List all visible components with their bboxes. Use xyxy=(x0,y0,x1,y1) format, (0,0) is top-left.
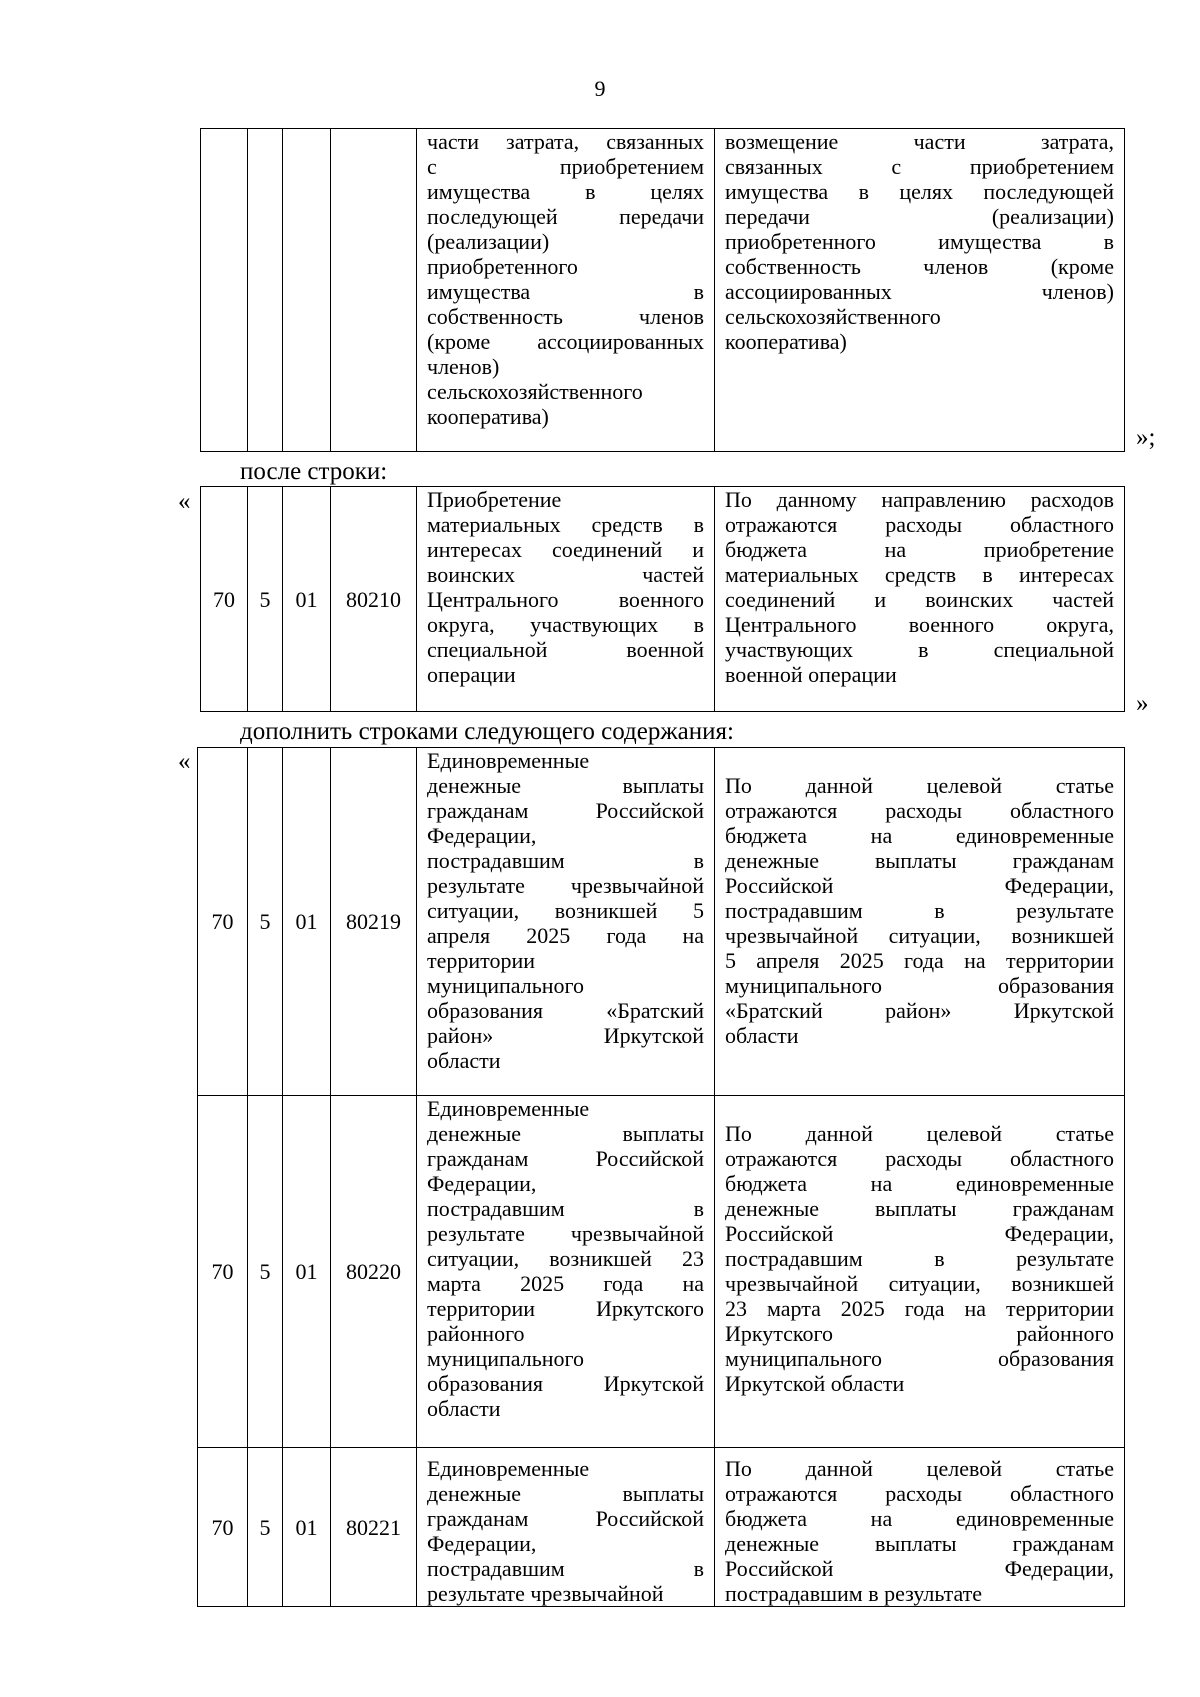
cell-text-line: собственность членов xyxy=(427,304,704,329)
cell-text-line: Приобретение xyxy=(427,487,562,512)
cell-text-line: 5 апреля 2025 года на территории xyxy=(725,948,1114,973)
opening-quote: « xyxy=(178,488,191,515)
cell-text-line: части затрата, связанных xyxy=(427,129,704,154)
cell-text-line: образования Иркутской xyxy=(427,1371,704,1396)
cell-text-line: результате чрезвычайной xyxy=(427,1581,664,1606)
cell-text-line: возмещение части затрата, xyxy=(725,129,1114,154)
cell-text-line: денежные выплаты гражданам xyxy=(725,848,1114,873)
closing-quote: »; xyxy=(1136,424,1156,451)
cell-text-line: Иркутской области xyxy=(725,1371,905,1396)
cell-text-line: с приобретением xyxy=(427,154,704,179)
cell-text-line: (реализации) xyxy=(427,229,550,254)
cell-text-line: муниципального xyxy=(427,1346,585,1371)
cell-text-line: результате чрезвычайной xyxy=(427,1221,704,1246)
cell-text-line: гражданам Российской xyxy=(427,1146,704,1171)
code-event: 01 xyxy=(283,748,331,1096)
cell-text-line: муниципального образования xyxy=(725,973,1114,998)
cell-text-line: Федерации, xyxy=(427,823,537,848)
cell-text-line: образования «Братский xyxy=(427,998,704,1023)
cell-text-line: отражаются расходы областного xyxy=(725,512,1114,537)
cell-text-line: приобретенного имущества в xyxy=(725,229,1114,254)
code-direction: 80219 xyxy=(331,748,417,1096)
cell-text-line: район» Иркутской xyxy=(427,1023,704,1048)
cell-text-line: «Братский район» Иркутской xyxy=(725,998,1114,1023)
code-program: 70 xyxy=(198,1096,248,1448)
cell-text-line: бюджета на единовременные xyxy=(725,823,1114,848)
reference-row-table xyxy=(200,486,1125,712)
code-program: 70 xyxy=(201,487,248,712)
cell-text-line: материальных средств в xyxy=(427,512,704,537)
item-name-cell xyxy=(417,487,715,712)
cell-text-line: Единовременные xyxy=(427,1096,590,1121)
cell-text-line: имущества в xyxy=(427,279,704,304)
table-row xyxy=(198,748,1125,1096)
code-subprogram: 5 xyxy=(248,1096,283,1448)
table-row xyxy=(198,1096,1125,1448)
cell-text-line: пострадавшим в результате xyxy=(725,1246,1114,1271)
cell-text-line: последующей передачи xyxy=(427,204,704,229)
table-row xyxy=(201,487,1125,712)
after-row-label: после строки: xyxy=(240,458,388,485)
code-subprogram xyxy=(248,129,283,452)
item-name-cell xyxy=(417,1448,715,1607)
cell-text-line: области xyxy=(427,1396,501,1421)
cell-text-line: районного xyxy=(427,1321,525,1346)
cell-text-line: денежные выплаты гражданам xyxy=(725,1196,1114,1221)
item-description-cell xyxy=(715,1448,1125,1607)
code-event: 01 xyxy=(283,1096,331,1448)
code-subprogram: 5 xyxy=(248,748,283,1096)
opening-quote: « xyxy=(178,748,191,775)
cell-text-line: пострадавшим в xyxy=(427,848,704,873)
new-rows-table xyxy=(197,747,1125,1607)
table-row xyxy=(198,1448,1125,1607)
item-name-cell xyxy=(417,129,715,452)
cell-text-line: (кроме ассоциированных xyxy=(427,329,704,354)
code-direction xyxy=(331,129,417,452)
code-program xyxy=(201,129,248,452)
cell-text-line: муниципального xyxy=(427,973,585,998)
cell-text-line: Единовременные xyxy=(427,748,590,773)
item-name-cell xyxy=(417,1096,715,1448)
cell-text-line: пострадавшим в xyxy=(427,1556,704,1581)
cell-text-line: бюджета на приобретение xyxy=(725,537,1114,562)
cell-text-line: территории xyxy=(427,948,536,973)
cell-text-line: связанных с приобретением xyxy=(725,154,1114,179)
item-description-cell xyxy=(715,129,1125,452)
cell-text-line: марта 2025 года на xyxy=(427,1271,704,1296)
cell-text-line: ситуации, возникшей 5 xyxy=(427,898,704,923)
cell-text-line: области xyxy=(427,1048,501,1073)
cell-text-line: сельскохозяйственного xyxy=(725,304,941,329)
cell-text-line: кооператива) xyxy=(427,404,549,429)
cell-text-line: области xyxy=(725,1023,799,1048)
table-row xyxy=(201,129,1125,452)
cell-text-line: По данной целевой статье xyxy=(725,1121,1114,1146)
cell-text-line: Иркутского районного xyxy=(725,1321,1114,1346)
cell-text-line: денежные выплаты гражданам xyxy=(725,1531,1114,1556)
cell-text-line: ситуации, возникшей 23 xyxy=(427,1246,704,1271)
cell-text-line: муниципального образования xyxy=(725,1346,1114,1371)
cell-text-line: территории Иркутского xyxy=(427,1296,704,1321)
code-program: 70 xyxy=(198,1448,248,1607)
cell-text-line: результате чрезвычайной xyxy=(427,873,704,898)
cell-text-line: Единовременные xyxy=(427,1456,590,1481)
cell-text-line: Российской Федерации, xyxy=(725,1221,1114,1246)
cell-text-line: бюджета на единовременные xyxy=(725,1506,1114,1531)
cell-text-line: членов) xyxy=(427,354,500,379)
code-event xyxy=(283,129,331,452)
cell-text-line: бюджета на единовременные xyxy=(725,1171,1114,1196)
cell-text-line: По данному направлению расходов xyxy=(725,487,1114,512)
code-program: 70 xyxy=(198,748,248,1096)
cell-text-line: По данной целевой статье xyxy=(725,1456,1114,1481)
cell-text-line: апреля 2025 года на xyxy=(427,923,704,948)
cell-text-line: 23 марта 2025 года на территории xyxy=(725,1296,1114,1321)
cell-text-line: По данной целевой статье xyxy=(725,773,1114,798)
cell-text-line: специальной военной xyxy=(427,637,704,662)
code-direction: 80220 xyxy=(331,1096,417,1448)
cell-text-line: имущества в целях последующей xyxy=(725,179,1114,204)
cell-text-line: собственность членов (кроме xyxy=(725,254,1114,279)
cell-text-line: пострадавшим в результате xyxy=(725,1581,983,1606)
code-subprogram: 5 xyxy=(248,487,283,712)
cell-text-line: соединений и воинских частей xyxy=(725,587,1114,612)
cell-text-line: отражаются расходы областного xyxy=(725,1481,1114,1506)
cell-text-line: чрезвычайной ситуации, возникшей xyxy=(725,1271,1114,1296)
cell-text-line: операции xyxy=(427,662,516,687)
code-subprogram: 5 xyxy=(248,1448,283,1607)
cell-text-line: гражданам Российской xyxy=(427,798,704,823)
cell-text-line: Российской Федерации, xyxy=(725,873,1114,898)
item-description-cell xyxy=(715,748,1125,1096)
cell-text-line: Центрального военного округа, xyxy=(725,612,1114,637)
cell-text-line: пострадавшим в результате xyxy=(725,898,1114,923)
cell-text-line: имущества в целях xyxy=(427,179,704,204)
supplement-label: дополнить строками следующего содержания: xyxy=(240,718,734,745)
cell-text-line: отражаются расходы областного xyxy=(725,1146,1114,1171)
cell-text-line: ассоциированных членов) xyxy=(725,279,1114,304)
cell-text-line: денежные выплаты xyxy=(427,1121,704,1146)
cell-text-line: военной операции xyxy=(725,662,897,687)
code-event: 01 xyxy=(283,1448,331,1607)
cell-text-line: кооператива) xyxy=(725,329,847,354)
code-direction: 80210 xyxy=(331,487,417,712)
cell-text-line: воинских частей xyxy=(427,562,704,587)
code-direction: 80221 xyxy=(331,1448,417,1607)
cell-text-line: гражданам Российской xyxy=(427,1506,704,1531)
cell-text-line: округа, участвующих в xyxy=(427,612,704,637)
item-description-cell xyxy=(715,487,1125,712)
cell-text-line: отражаются расходы областного xyxy=(725,798,1114,823)
page-number: 9 xyxy=(594,76,606,101)
cell-text-line: Центрального военного xyxy=(427,587,704,612)
cell-text-line: денежные выплаты xyxy=(427,773,704,798)
closing-quote: » xyxy=(1136,690,1149,717)
cell-text-line: передачи (реализации) xyxy=(725,204,1114,229)
continuation-table xyxy=(200,128,1125,452)
cell-text-line: Федерации, xyxy=(427,1171,537,1196)
cell-text-line: денежные выплаты xyxy=(427,1481,704,1506)
cell-text-line: материальных средств в интересах xyxy=(725,562,1114,587)
cell-text-line: сельскохозяйственного xyxy=(427,379,643,404)
code-event: 01 xyxy=(283,487,331,712)
cell-text-line: Российской Федерации, xyxy=(725,1556,1114,1581)
cell-text-line: пострадавшим в xyxy=(427,1196,704,1221)
cell-text-line: чрезвычайной ситуации, возникшей xyxy=(725,923,1114,948)
cell-text-line: интересах соединений и xyxy=(427,537,704,562)
cell-text-line: приобретенного xyxy=(427,254,578,279)
item-name-cell xyxy=(417,748,715,1096)
item-description-cell xyxy=(715,1096,1125,1448)
cell-text-line: Федерации, xyxy=(427,1531,537,1556)
cell-text-line: участвующих в специальной xyxy=(725,637,1114,662)
